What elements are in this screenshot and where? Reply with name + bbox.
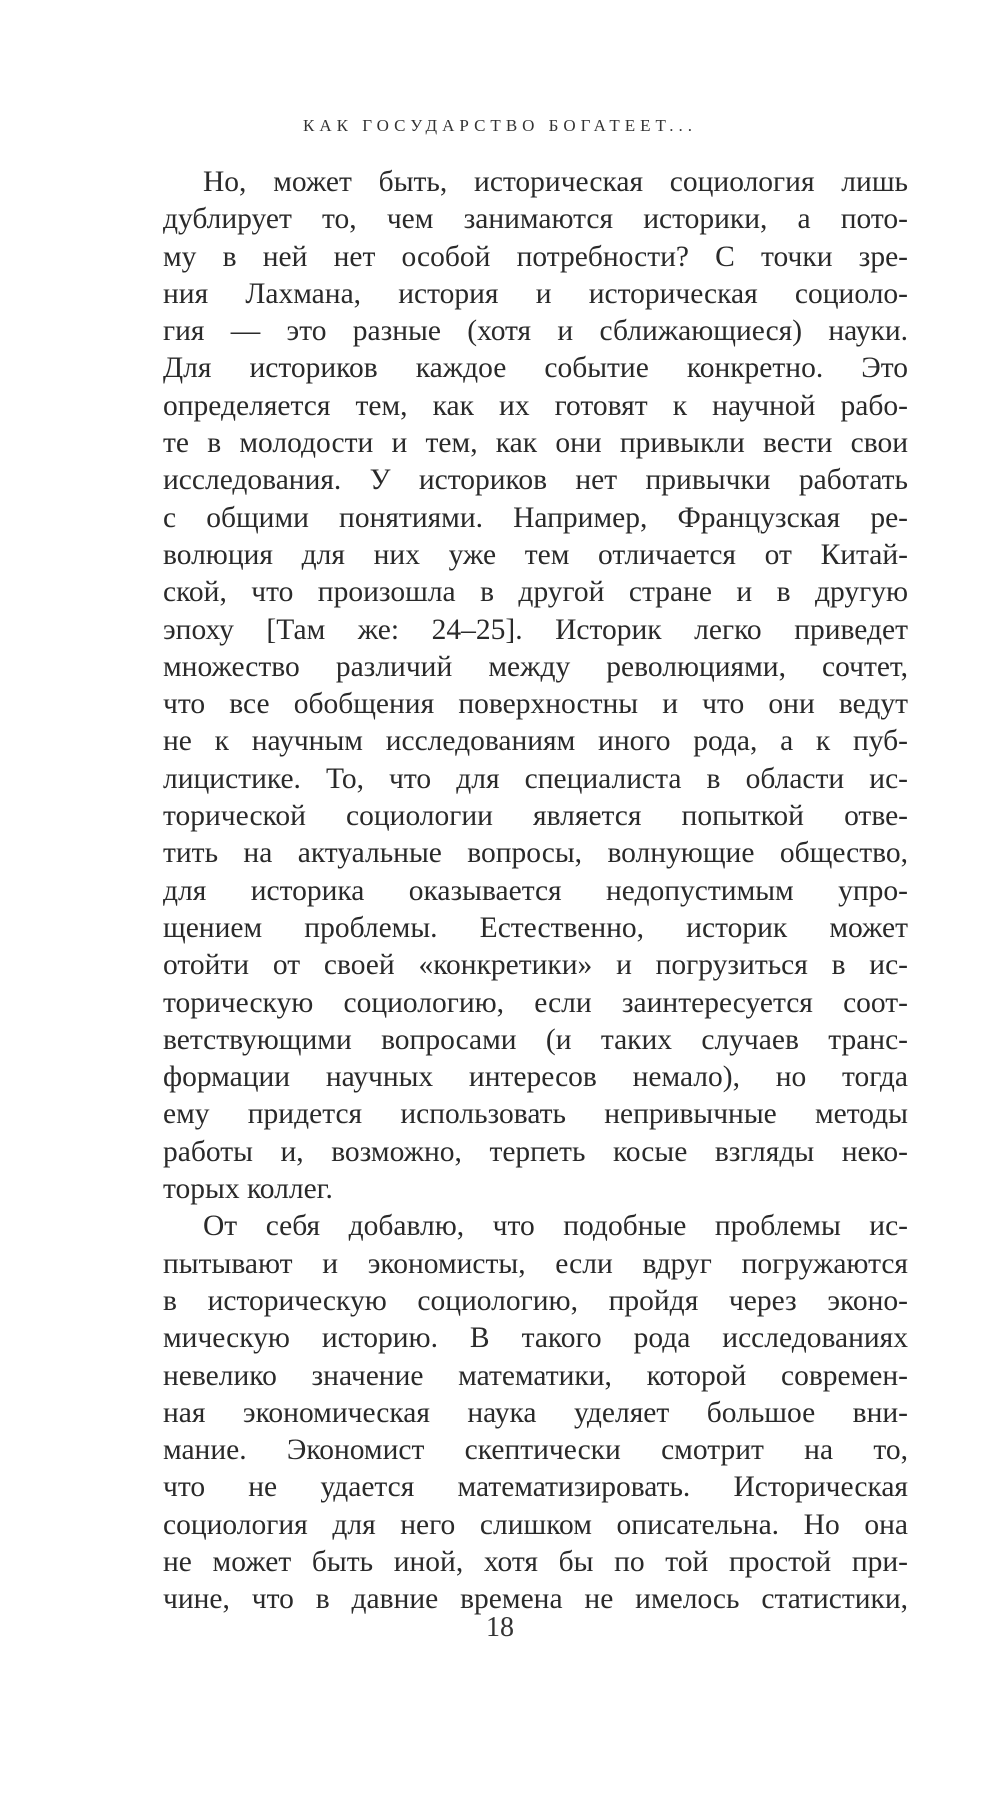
text-line: тить на актуальные вопросы, волнующие общество, — [163, 837, 908, 870]
text-line: лицистике. То, что для специалиста в области ис- — [163, 762, 908, 795]
text-line: ная экономическая наука уделяет большое вни- — [163, 1396, 908, 1429]
text-line: работы и, возможно, терпеть косые взгляды неко- — [163, 1135, 908, 1168]
text-line: определяется тем, как их готовят к научной рабо- — [163, 389, 908, 422]
text-line: множество различий между революциями, сочтет, — [163, 650, 908, 683]
text-line: торых коллег. — [163, 1173, 333, 1206]
text-line: мание. Экономист скептически смотрит на то, — [163, 1434, 908, 1467]
text-line: ветствующими вопросами (и таких случаев транс- — [163, 1023, 908, 1056]
text-line: формации научных интересов немало), но тогда — [163, 1061, 908, 1094]
text-line: Для историков каждое событие конкретно. Это — [163, 352, 908, 385]
text-line: Но, может быть, историческая социология лишь — [203, 166, 908, 198]
text-line: От себя добавлю, что подобные проблемы ис- — [203, 1210, 908, 1243]
page-number: 18 — [486, 1612, 514, 1643]
text-line: чине, что в давние времена не имелось статистики, — [163, 1583, 908, 1616]
text-line: волюция для них уже тем отличается от Китай- — [163, 538, 908, 571]
text-line: торическую социологию, если заинтересуется соот- — [163, 986, 908, 1019]
text-line: торической социологии является попыткой отве- — [163, 800, 908, 833]
text-line: исследования. У историков нет привычки работать — [163, 464, 908, 497]
running-header: КАК ГОСУДАРСТВО БОГАТЕЕТ... — [303, 116, 697, 135]
text-line: отойти от своей «конкретики» и погрузиться в ис- — [163, 949, 908, 982]
text-line: щением проблемы. Естественно, историк может — [163, 911, 908, 944]
text-line: для историка оказывается недопустимым упро- — [163, 874, 908, 907]
text-line: пытывают и экономисты, если вдруг погружаются — [163, 1247, 908, 1280]
text-line: ему придется использовать непривычные методы — [163, 1098, 908, 1131]
text-line: не к научным исследованиям иного рода, а к пуб- — [163, 725, 908, 758]
text-line: социология для него слишком описательна. Но она — [163, 1508, 908, 1541]
text-line: те в молодости и тем, как они привыкли вести свои — [163, 427, 908, 460]
text-line: мическую историю. В такого рода исследованиях — [163, 1322, 908, 1355]
text-line: с общими понятиями. Например, Французская ре- — [163, 501, 908, 534]
body-text — [163, 164, 908, 1619]
text-line: в историческую социологию, пройдя через эконо- — [163, 1284, 908, 1317]
text-line: дублирует то, чем занимаются историки, а пото- — [163, 203, 908, 236]
text-line: эпоху [Там же: 24–25]. Историк легко приведет — [163, 613, 908, 646]
text-line: невелико значение математики, которой современ- — [163, 1359, 908, 1392]
text-line: что не удается математизировать. Историческая — [163, 1471, 908, 1504]
text-line: му в ней нет особой потребности? С точки зре- — [163, 240, 908, 273]
text-line: ния Лахмана, история и историческая социоло- — [163, 277, 908, 310]
text-line: что все обобщения поверхностны и что они ведут — [163, 688, 908, 721]
text-line: не может быть иной, хотя бы по той простой при- — [163, 1545, 908, 1578]
text-line: гия — это разные (хотя и сближающиеся) науки. — [163, 315, 908, 348]
text-line: ской, что произошла в другой стране и в другую — [163, 576, 908, 609]
